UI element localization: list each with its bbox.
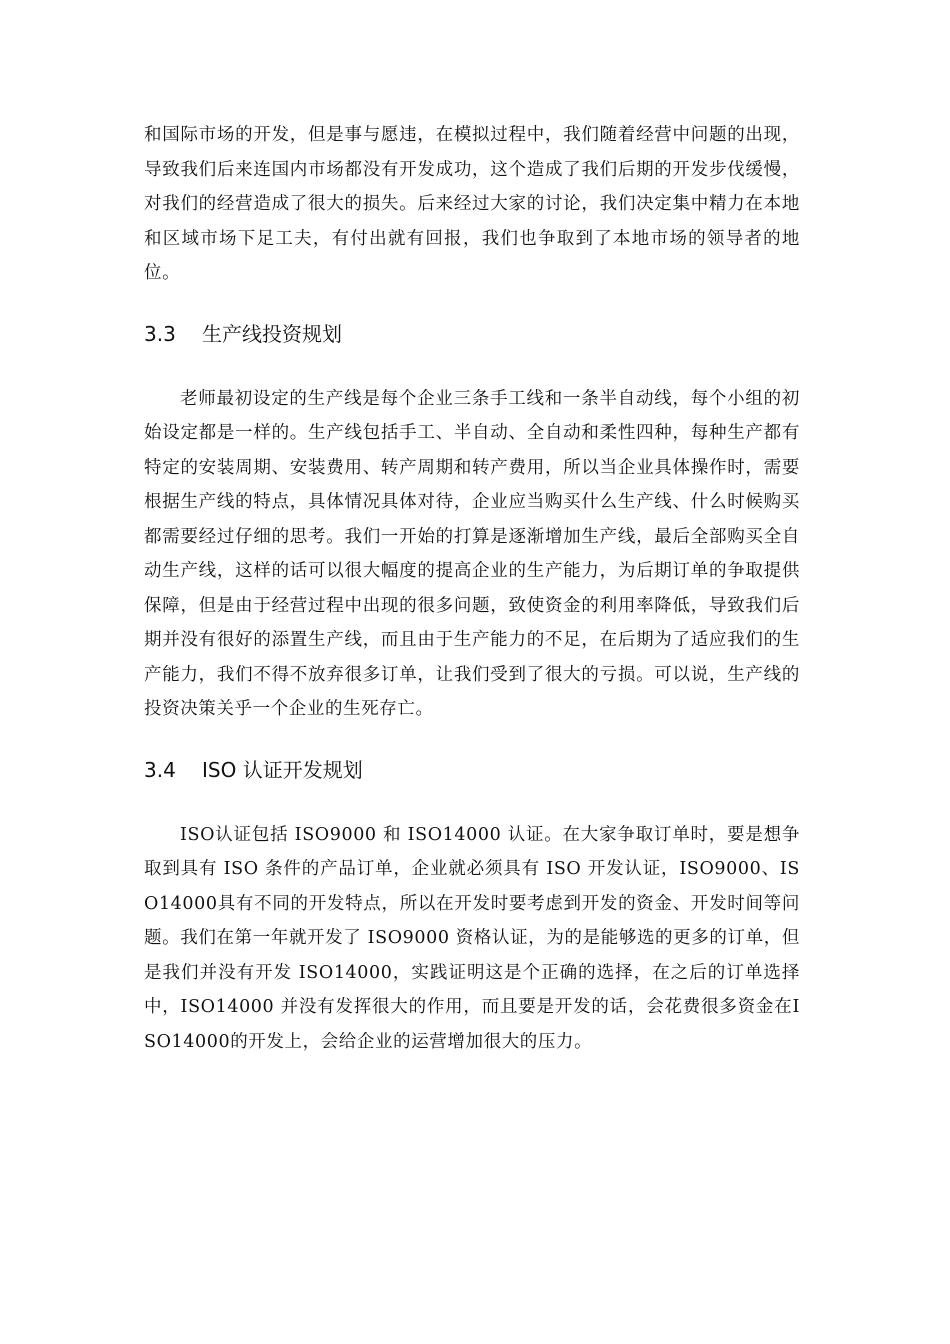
- section-title: ISO 认证开发规划: [202, 757, 363, 782]
- section-heading-3-4: [144, 755, 800, 785]
- section-title: 生产线投资规划: [202, 321, 342, 346]
- document-page: [144, 118, 800, 1059]
- market-paragraph-continued: 和国际市场的开发，但是事与愿违，在模拟过程中，我们随着经营中问题的出现，导致我们后来连国内市场都没有开发成功，这个造成了我们后期的开发步伐缓慢，对我们的经营造成了很大的损失。后来经过大家的讨论，我们决定集中精力在本地和区域市场下足工夫，有付出就有回报，我们也争取到了本地市场的领导者的地位。: [144, 125, 800, 283]
- section-number: 3.4: [144, 757, 176, 782]
- production-line-paragraph: 老师最初设定的生产线是每个企业三条手工线和一条半自动线，每个小组的初始设定都是一样的。生产线包括手工、半自动、全自动和柔性四种，每种生产都有特定的安装周期、安装费用、转产周期和转产费用，所以当企业具体操作时，需要根据生产线的特点，具体情况具体对待，企业应当购买什么生产线、什么时候购买都需要经过仔细的思考。我们一开始的打算是逐渐增加生产线，最后全部购买全自动生产线，这样的话可以很大幅度的提高企业的生产能力，为后期订单的争取提供保障，但是由于经营过程中出现的很多问题，致使资金的利用率降低，导致我们后期并没有很好的添置生产线，而且由于生产能力的不足，在后期为了适应我们的生产能力，我们不得不放弃很多订单，让我们受到了很大的亏损。可以说，生产线的投资决策关乎一个企业的生死存亡。: [144, 388, 800, 719]
- section-heading-3-3: [144, 319, 800, 349]
- section-number: 3.3: [144, 321, 176, 346]
- iso-certification-paragraph: ISO认证包括 ISO9000 和 ISO14000 认证。在大家争取订单时，要是想争取到具有 ISO 条件的产品订单，企业就必须具有 ISO 开发认证，ISO9000、ISO14000具有不同的开发特点，所以在开发时要考虑到开发的资金、开发时间等问题。我们在第一年就开发了 ISO9000 资格认证，为的是能够选的更多的订单，但是我们并没有开发 ISO14000，实践证明这是个正确的选择，在之后的订单选择中，ISO14000 并没有发挥很大的作用，而且要是开发的话，会花费很多资金在ISO14000的开发上，会给企业的运营增加很大的压力。: [144, 824, 800, 1052]
